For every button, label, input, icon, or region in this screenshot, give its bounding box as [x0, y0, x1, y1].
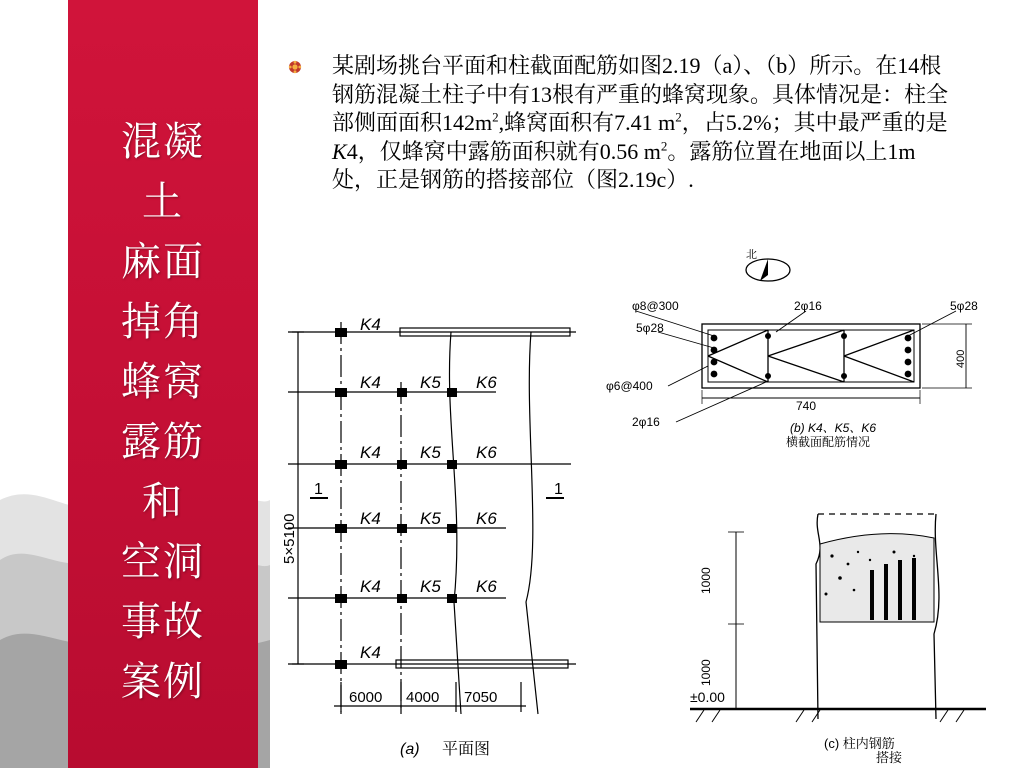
column-label: K4 — [360, 373, 381, 392]
column-label: K4 — [360, 443, 381, 462]
column-label: K6 — [476, 577, 497, 596]
height-dimension: 1000 — [699, 659, 713, 686]
rebar-label: 5φ28 — [950, 299, 978, 313]
text-segment: 某剧场挑台平面和柱截面配筋如图2.19（a）、（b）所示。在14根钢筋混凝土柱子中有13根有严重的蜂窝现象。具体情况是：柱全部侧面面积142m — [332, 53, 949, 135]
section-mark: 1 — [554, 481, 563, 498]
side-title-line: 事故 — [121, 599, 205, 645]
side-title-line: 掉角 — [121, 299, 205, 345]
column-label: K6 — [476, 373, 497, 392]
side-title-line: 露筋 — [121, 419, 205, 465]
figure-caption: (b) K4、K5、K6 — [790, 421, 877, 435]
column-id-number: 4 — [346, 138, 358, 164]
side-title — [68, 112, 258, 712]
side-title-line: 混凝 — [121, 119, 205, 165]
column-label: K4 — [360, 577, 381, 596]
rebar-label: 2φ16 — [794, 299, 822, 313]
side-title-line: 土 — [142, 179, 184, 225]
splice-figure — [596, 494, 1006, 764]
ground-elevation: ±0.00 — [690, 689, 725, 705]
dimension-label: 7050 — [464, 689, 498, 706]
figure-caption-letter: (a) — [400, 741, 420, 758]
column-label: K5 — [420, 509, 441, 528]
superscript: 2 — [660, 138, 668, 154]
section-figure — [596, 249, 1006, 466]
side-title-line: 和 — [142, 479, 184, 525]
column-label: K6 — [476, 509, 497, 528]
figure-caption: 搭接 — [876, 750, 903, 765]
north-arrow — [746, 248, 790, 281]
column-id: K — [332, 138, 347, 164]
plan-figure — [276, 302, 594, 764]
dimension-label: 4000 — [406, 689, 440, 706]
figure-caption: (c) 柱内钢筋 — [824, 736, 895, 751]
superscript: 2 — [675, 109, 682, 125]
text-segment: ，仅蜂窝中露筋面积就有0.56 m — [357, 138, 661, 164]
side-title-line: 空洞 — [121, 539, 205, 585]
text-segment: ,蜂窝面积有7.41 m — [498, 110, 676, 135]
side-title-line: 麻面 — [121, 239, 205, 285]
column-label: K5 — [420, 373, 441, 392]
rebar-label: φ8@300 — [632, 299, 679, 313]
height-dimension: 1000 — [699, 567, 713, 594]
north-label: 北 — [746, 249, 757, 261]
figure-caption: 平面图 — [442, 741, 491, 758]
side-title-line: 案例 — [121, 659, 205, 705]
column-label: K4 — [360, 315, 381, 334]
column-label: K5 — [420, 577, 441, 596]
width-dimension: 740 — [796, 399, 817, 413]
dimension-label: 6000 — [349, 689, 383, 706]
text-segment: ，占5.2%；其中最严重的是 — [681, 110, 948, 135]
column-label: K4 — [360, 509, 381, 528]
column-label: K4 — [360, 643, 381, 662]
bullet-flower-icon — [288, 60, 302, 74]
superscript: 2 — [492, 109, 499, 125]
rebar-label: 2φ16 — [632, 415, 660, 429]
text-segment: 。露筋位置在地面以上1m处，正是钢筋的搭接部位（图2.19c）. — [332, 138, 916, 192]
section-mark: 1 — [314, 481, 323, 498]
span-label: 5×5100 — [281, 513, 298, 564]
figure-caption: 横截面配筋情况 — [786, 435, 871, 449]
rebar-label: 5φ28 — [636, 321, 664, 335]
case-description — [332, 52, 957, 195]
column-label: K6 — [476, 443, 497, 462]
rebar-label: φ6@400 — [606, 379, 653, 393]
column-label: K5 — [420, 443, 441, 462]
height-dimension: 400 — [955, 349, 967, 368]
content-block — [288, 52, 978, 195]
side-title-line: 蜂窝 — [121, 359, 205, 405]
